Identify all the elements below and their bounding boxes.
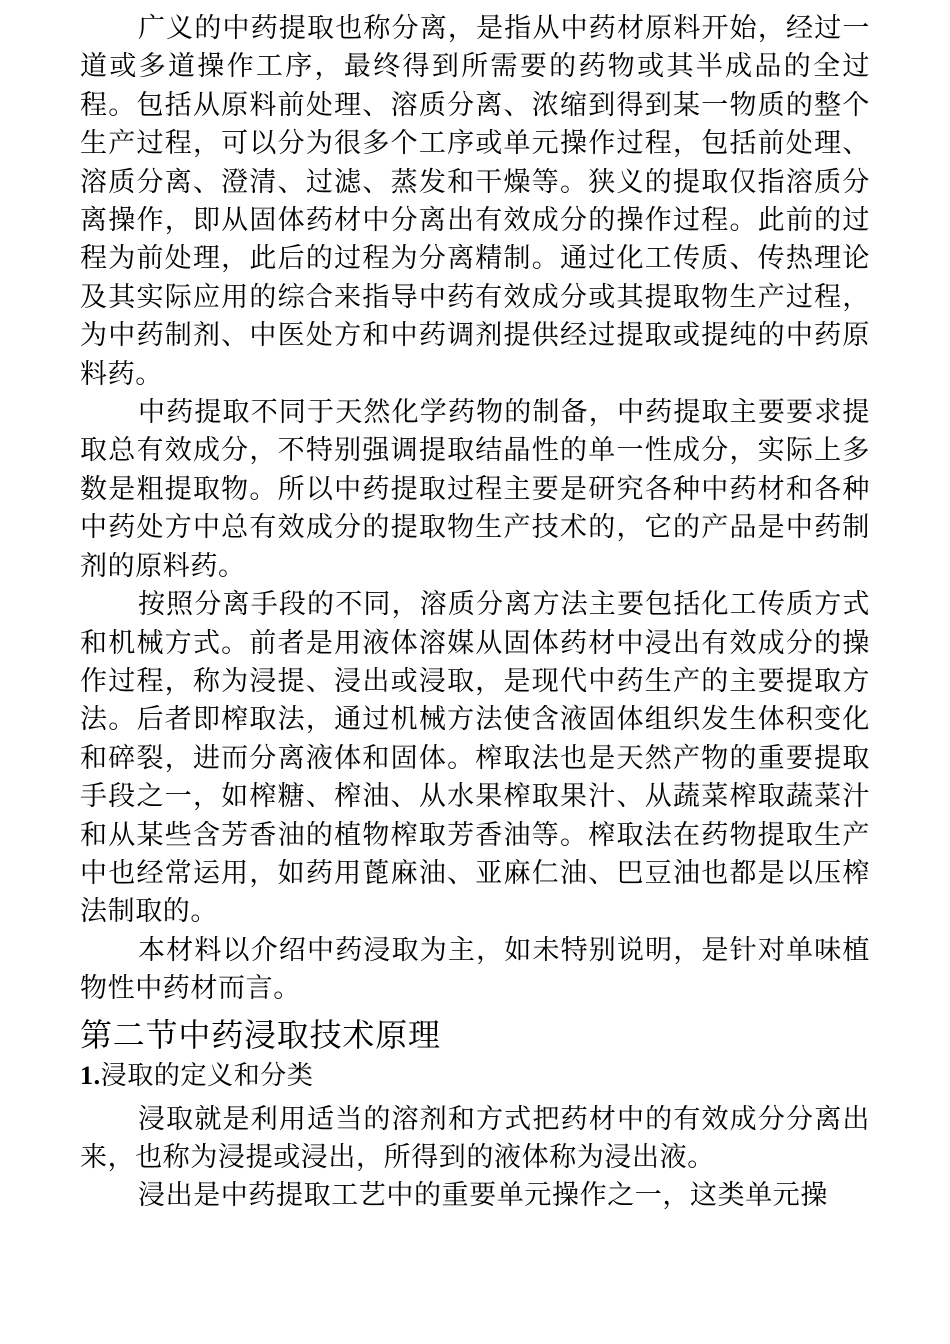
section-heading: 第二节中药浸取技术原理 (80, 1015, 441, 1054)
paragraph-extraction-difference: 中药提取不同于天然化学药物的制备，中药提取主要要求提取总有效成分，不特别强调提取结晶性的单一性成分，实际上多数是粗提取物。所以中药提取过程主要是研究各种中药材和各种中药处方中总有效成分的提取物生产技术的，它的产品是中药制剂的原料药。 (80, 397, 870, 582)
paragraph-leaching-definition: 浸取就是利用适当的溶剂和方式把药材中的有效成分分离出来，也称为浸提或浸出，所得到的液体称为浸出液。 (80, 1103, 870, 1173)
subsection-heading (80, 1059, 870, 1093)
paragraph-leaching-importance: 浸出是中药提取工艺中的重要单元操作之一，这类单元操 (138, 1180, 828, 1212)
paragraph-extraction-definition: 广义的中药提取也称分离，是指从中药材原料开始，经过一道或多道操作工序，最终得到所需要的药物或其半成品的全过程。包括从原料前处理、溶质分离、浓缩到得到某一物质的整个生产过程，可以分为很多个工序或单元操作过程，包括前处理、溶质分离、澄清、过滤、蒸发和干燥等。狭义的提取仅指溶质分离操作，即从固体药材中分离出有效成分的操作过程。此前的过程为前处理，此后的过程为分离精制。通过化工传质、传热理论及其实际应用的综合来指导中药有效成分或其提取物生产过程，为中药制剂、中医处方和中药调剂提供经过提取或提纯的中药原料药。 (80, 13, 870, 390)
subsection-number: 1. (80, 1060, 101, 1090)
paragraph-separation-methods: 按照分离手段的不同，溶质分离方法主要包括化工传质方式和机械方式。前者是用液体溶媒从固体药材中浸出有效成分的操作过程，称为浸提、浸出或浸取，是现代中药生产的主要提取方法。后者即榨取法，通过机械方法使含液固体组织发生体积变化和碎裂，进而分离液体和固体。榨取法也是天然产物的重要提取手段之一，如榨糖、榨油、从水果榨取果汁、从蔬菜榨取蔬菜汁和从某些含芳香油的植物榨取芳香油等。榨取法在药物提取生产中也经常运用，如药用蓖麻油、亚麻仁油、巴豆油也都是以压榨法制取的。 (80, 589, 870, 928)
document-page (80, 10, 870, 1216)
paragraph-material-scope: 本材料以介绍中药浸取为主，如未特别说明，是针对单味植物性中药材而言。 (80, 934, 870, 1005)
subsection-title-text: 浸取的定义和分类 (100, 1060, 314, 1091)
